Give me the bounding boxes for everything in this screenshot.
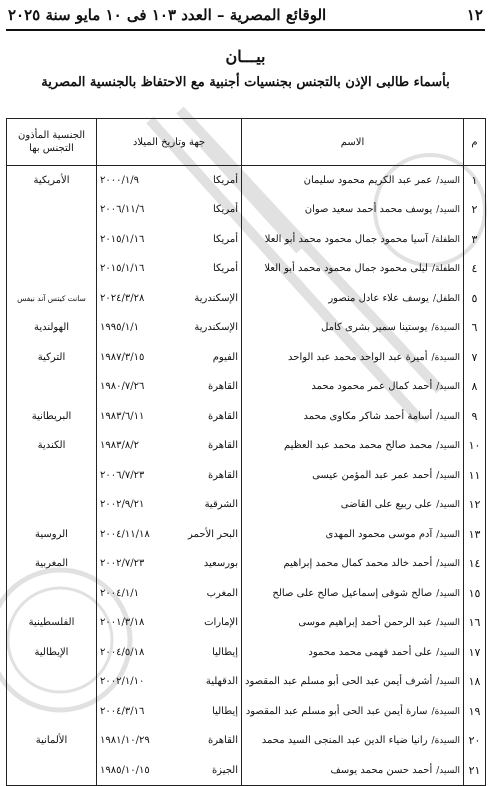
row-number: ١٨: [464, 667, 486, 697]
nationality: [7, 254, 97, 284]
applicant-name: يوسف محمد أحمد سعيد صوان: [304, 204, 433, 216]
table-row: [7, 431, 486, 461]
page-number: ١٢: [466, 6, 483, 24]
row-number: ٢: [464, 195, 486, 225]
applicant-name-cell: [242, 461, 464, 491]
applicant-name: عبد الرحمن أحمد إبراهيم موسى: [298, 617, 433, 629]
row-number: ١٢: [464, 490, 486, 520]
applicant-name-cell: [242, 313, 464, 343]
birth-date: ١٩٨١/١٠/٢٩: [100, 735, 150, 747]
birth-place: بورسعيد: [203, 558, 238, 570]
applicant-name-cell: [242, 254, 464, 284]
birth-date: ٢٠٠٢/٩/٢١: [100, 499, 145, 511]
applicant-name-cell: [242, 284, 464, 314]
birth-date: ٢٠١٥/١/١٦: [100, 263, 145, 275]
applicant-title: السيد/: [436, 411, 460, 422]
row-number: ٦: [464, 313, 486, 343]
nationality: [7, 667, 97, 697]
table-row: [7, 490, 486, 520]
birth-place: إيطاليا: [212, 705, 238, 717]
applicant-name: يوستينا سمير بشرى كامل: [321, 322, 428, 334]
birth-cell: [97, 166, 242, 196]
applicant-name: عمر عبد الكريم محمود سليمان: [303, 175, 433, 186]
birth-place: القاهرة: [208, 440, 238, 452]
row-number: ١: [464, 166, 486, 196]
applicant-title: السيد/: [436, 441, 460, 452]
table-row: [7, 402, 486, 432]
nationality: التركية: [7, 343, 97, 373]
applicant-name: أميرة عبد الواحد محمد عبد الواحد: [288, 351, 428, 363]
applicant-name: سارة أيمن عبد الحى أبو مسلم عبد المقصود: [245, 705, 428, 717]
nationality: الروسية: [7, 520, 97, 550]
birth-place: إيطاليا: [212, 646, 238, 658]
birth-date: ٢٠٠٠/١/٩: [100, 175, 139, 186]
applicant-title: السيد/: [436, 677, 460, 688]
row-number: ١١: [464, 461, 486, 491]
birth-place: أمريكا: [212, 204, 238, 216]
applicant-name-cell: [242, 372, 464, 402]
table-row: [7, 549, 486, 579]
row-number: ١٣: [464, 520, 486, 550]
column-header-birth: جهة وتاريخ الميلاد: [97, 119, 242, 166]
applicant-name: أشرف أيمن عبد الحى أبو مسلم عبد المقصود: [244, 676, 433, 688]
row-number: ٥: [464, 284, 486, 314]
header-rule: [6, 29, 485, 31]
birth-date: ١٩٨٣/٨/٢: [100, 440, 139, 452]
nationality: [7, 195, 97, 225]
birth-place: الإمارات: [204, 617, 238, 629]
birth-cell: [97, 402, 242, 432]
birth-place: الدقهلية: [205, 676, 238, 688]
table-row: [7, 638, 486, 668]
applicant-title: السيد/: [436, 559, 460, 570]
birth-date: ١٩٨٧/٣/١٥: [100, 351, 145, 363]
row-number: ٧: [464, 343, 486, 373]
birth-date: ٢٠٠٦/٧/٢٣: [100, 469, 145, 481]
applicant-title: الطفل/: [432, 293, 460, 304]
birth-place: أمريكا: [212, 175, 238, 186]
applicant-name-cell: [242, 697, 464, 727]
row-number: ١٥: [464, 579, 486, 609]
birth-place: القاهرة: [208, 410, 238, 422]
table-row: [7, 726, 486, 756]
nationality: الإيطالية: [7, 638, 97, 668]
birth-date: ٢٠٠٢/١/١٠: [100, 676, 145, 688]
running-header: [8, 4, 483, 26]
applicant-title: السيد/: [436, 647, 460, 658]
applicant-name: آدم موسى محمود المهدى: [325, 528, 433, 540]
document-subtitle: بأسماء طالبى الإذن بالتجنس بجنسيات أجنبية مع الاحتفاظ بالجنسية المصرية: [41, 75, 450, 90]
applicant-name-cell: [242, 579, 464, 609]
applicant-title: السيد/: [436, 500, 460, 511]
applicant-title: السيدة/: [431, 323, 460, 334]
applicant-title: السيدة/: [431, 706, 460, 717]
applicant-name-cell: [242, 549, 464, 579]
nationality: الكندية: [7, 431, 97, 461]
nationality: [7, 697, 97, 727]
table-row: [7, 697, 486, 727]
birth-place: الشرقية: [204, 499, 238, 511]
applicant-name-cell: [242, 490, 464, 520]
column-header-name: الاسم: [242, 119, 464, 166]
table-row: [7, 461, 486, 491]
applicant-title: السيد/: [436, 588, 460, 599]
birth-cell: [97, 608, 242, 638]
applicant-name: على أحمد فهمى محمد محمود: [308, 646, 433, 658]
birth-cell: [97, 579, 242, 609]
applicant-name: يوسف علاء عادل منصور: [328, 292, 429, 304]
row-number: ١٦: [464, 608, 486, 638]
applicant-name: رانيا ضياء الدين عبد المنجى السيد محمد: [261, 735, 428, 747]
nationality: سانت كيتس آند نيفس: [7, 284, 97, 314]
birth-date: ٢٠١٥/١/١٦: [100, 233, 145, 245]
birth-date: ٢٠٠٢/٧/٢٣: [100, 558, 145, 570]
table-row: [7, 343, 486, 373]
birth-place: القاهرة: [208, 381, 238, 393]
birth-place: أمريكا: [212, 233, 238, 245]
applicant-title: السيد/: [436, 176, 460, 186]
table-row: [7, 756, 486, 786]
birth-cell: [97, 667, 242, 697]
birth-cell: [97, 225, 242, 255]
birth-place: البحر الأحمر: [188, 528, 238, 540]
birth-place: المغرب: [206, 587, 238, 599]
birth-place: الجيزة: [211, 764, 238, 776]
birth-date: ٢٠٠٤/٥/١٨: [100, 646, 145, 658]
row-number: ٢٠: [464, 726, 486, 756]
gazette-issue-line: الوقائع المصرية – العدد ١٠٣ فى ١٠ مايو سنة ٢٠٢٥: [8, 6, 327, 24]
nationality: [7, 490, 97, 520]
row-number: ١٩: [464, 697, 486, 727]
applicant-name-cell: [242, 608, 464, 638]
nationality: المغربية: [7, 549, 97, 579]
birth-date: ٢٠٠٤/٣/١٦: [100, 705, 145, 717]
applicant-name: أحمد كمال عمر محمود محمد: [311, 381, 433, 393]
table-row: [7, 520, 486, 550]
table-row: [7, 195, 486, 225]
nationality: الألمانية: [7, 726, 97, 756]
birth-cell: [97, 254, 242, 284]
nationality: الفلسطينية: [7, 608, 97, 638]
applicant-title: السيد/: [436, 382, 460, 393]
applicant-name: أحمد عمر عبد المؤمن عيسى: [312, 469, 433, 481]
applicant-name-cell: [242, 520, 464, 550]
birth-cell: [97, 520, 242, 550]
birth-cell: [97, 726, 242, 756]
applicant-name-cell: [242, 431, 464, 461]
applicant-title: السيد/: [436, 470, 460, 481]
column-header-number: م: [464, 119, 486, 166]
birth-cell: [97, 638, 242, 668]
birth-place: الإسكندرية: [194, 292, 238, 304]
applicant-name: أحمد خالد محمد كمال محمد إبراهيم: [283, 558, 433, 570]
table-row: [7, 372, 486, 402]
birth-date: ٢٠٠٤/١١/١٨: [100, 528, 150, 540]
row-number: ١٧: [464, 638, 486, 668]
applicant-title: السيد/: [436, 529, 460, 540]
table-row: [7, 667, 486, 697]
applicant-name-cell: [242, 225, 464, 255]
birth-cell: [97, 549, 242, 579]
row-number: ٩: [464, 402, 486, 432]
row-number: ٨: [464, 372, 486, 402]
applicant-name: صالح شوقى إسماعيل صالح على صالح: [272, 587, 433, 599]
applicant-title: السيد/: [436, 765, 460, 776]
document-title: بيـــان: [225, 47, 266, 66]
nationality: [7, 372, 97, 402]
applicant-title: الطفلة/: [431, 234, 460, 245]
table-row: [7, 225, 486, 255]
table-body: [7, 166, 486, 786]
birth-date: ١٩٩٥/١/١: [100, 322, 139, 334]
row-number: ٤: [464, 254, 486, 284]
table-row: [7, 313, 486, 343]
birth-place: القاهرة: [208, 735, 238, 747]
nationality: [7, 579, 97, 609]
table-row: [7, 166, 486, 196]
applicant-title: السيد/: [436, 618, 460, 629]
applicant-name: آسيا محمود جمال محمود محمد أبو العلا: [264, 233, 428, 245]
birth-cell: [97, 697, 242, 727]
applicant-title: السيدة/: [431, 352, 460, 363]
nationality: [7, 225, 97, 255]
birth-cell: [97, 461, 242, 491]
birth-cell: [97, 313, 242, 343]
table-row: [7, 608, 486, 638]
birth-date: ١٩٨٣/٦/١١: [100, 410, 145, 422]
table-row: [7, 579, 486, 609]
applicant-name-cell: [242, 756, 464, 786]
nationality: الأمريكية: [7, 166, 97, 196]
table-row: [7, 254, 486, 284]
table-row: [7, 284, 486, 314]
birth-place: الإسكندرية: [194, 322, 238, 334]
row-number: ١٤: [464, 549, 486, 579]
birth-place: القاهرة: [208, 469, 238, 481]
applicant-title: الطفلة/: [431, 264, 460, 275]
birth-cell: [97, 195, 242, 225]
applicant-name: ليلى محمود جمال محمود محمد أبو العلا: [264, 263, 428, 275]
applicant-name: محمد صالح محمد محمد عبد العظيم: [284, 440, 433, 452]
nationality: [7, 756, 97, 786]
birth-place: الفيوم: [212, 351, 238, 363]
birth-date: ٢٠٢٤/٣/٢٨: [100, 292, 145, 304]
nationality: البريطانية: [7, 402, 97, 432]
applicant-name-cell: [242, 343, 464, 373]
applicant-title: السيد/: [436, 205, 460, 216]
applicant-name: أسامة أحمد شاكر مكاوى محمد: [303, 410, 433, 422]
birth-place: أمريكا: [212, 263, 238, 275]
row-number: ٣: [464, 225, 486, 255]
birth-date: ١٩٨٠/٧/٢٦: [100, 381, 145, 393]
applicant-name-cell: [242, 166, 464, 196]
applicant-name-cell: [242, 726, 464, 756]
applicant-name-cell: [242, 638, 464, 668]
applicant-name-cell: [242, 195, 464, 225]
birth-cell: [97, 431, 242, 461]
applicant-name-cell: [242, 667, 464, 697]
birth-date: ١٩٨٥/١٠/١٥: [100, 764, 150, 776]
birth-date: ٢٠٠٤/١/١: [100, 587, 139, 599]
nationality: [7, 461, 97, 491]
birth-date: ٢٠٠١/٣/١٨: [100, 617, 145, 629]
row-number: ٢١: [464, 756, 486, 786]
column-header-nationality: الجنسية المأذون التجنس بها: [7, 119, 97, 166]
nationality: الهولندية: [7, 313, 97, 343]
applicant-title: السيدة/: [431, 736, 460, 747]
birth-cell: [97, 372, 242, 402]
table-header-row: [7, 119, 486, 166]
birth-cell: [97, 284, 242, 314]
birth-date: ٢٠٠٦/١١/٦: [100, 204, 145, 216]
applicants-table: [6, 118, 486, 786]
birth-cell: [97, 756, 242, 786]
applicant-name: على ربيع على القاضى: [340, 499, 433, 511]
birth-cell: [97, 490, 242, 520]
applicant-name-cell: [242, 402, 464, 432]
applicant-name: أحمد حسن محمد يوسف: [330, 764, 433, 776]
birth-cell: [97, 343, 242, 373]
row-number: ١٠: [464, 431, 486, 461]
